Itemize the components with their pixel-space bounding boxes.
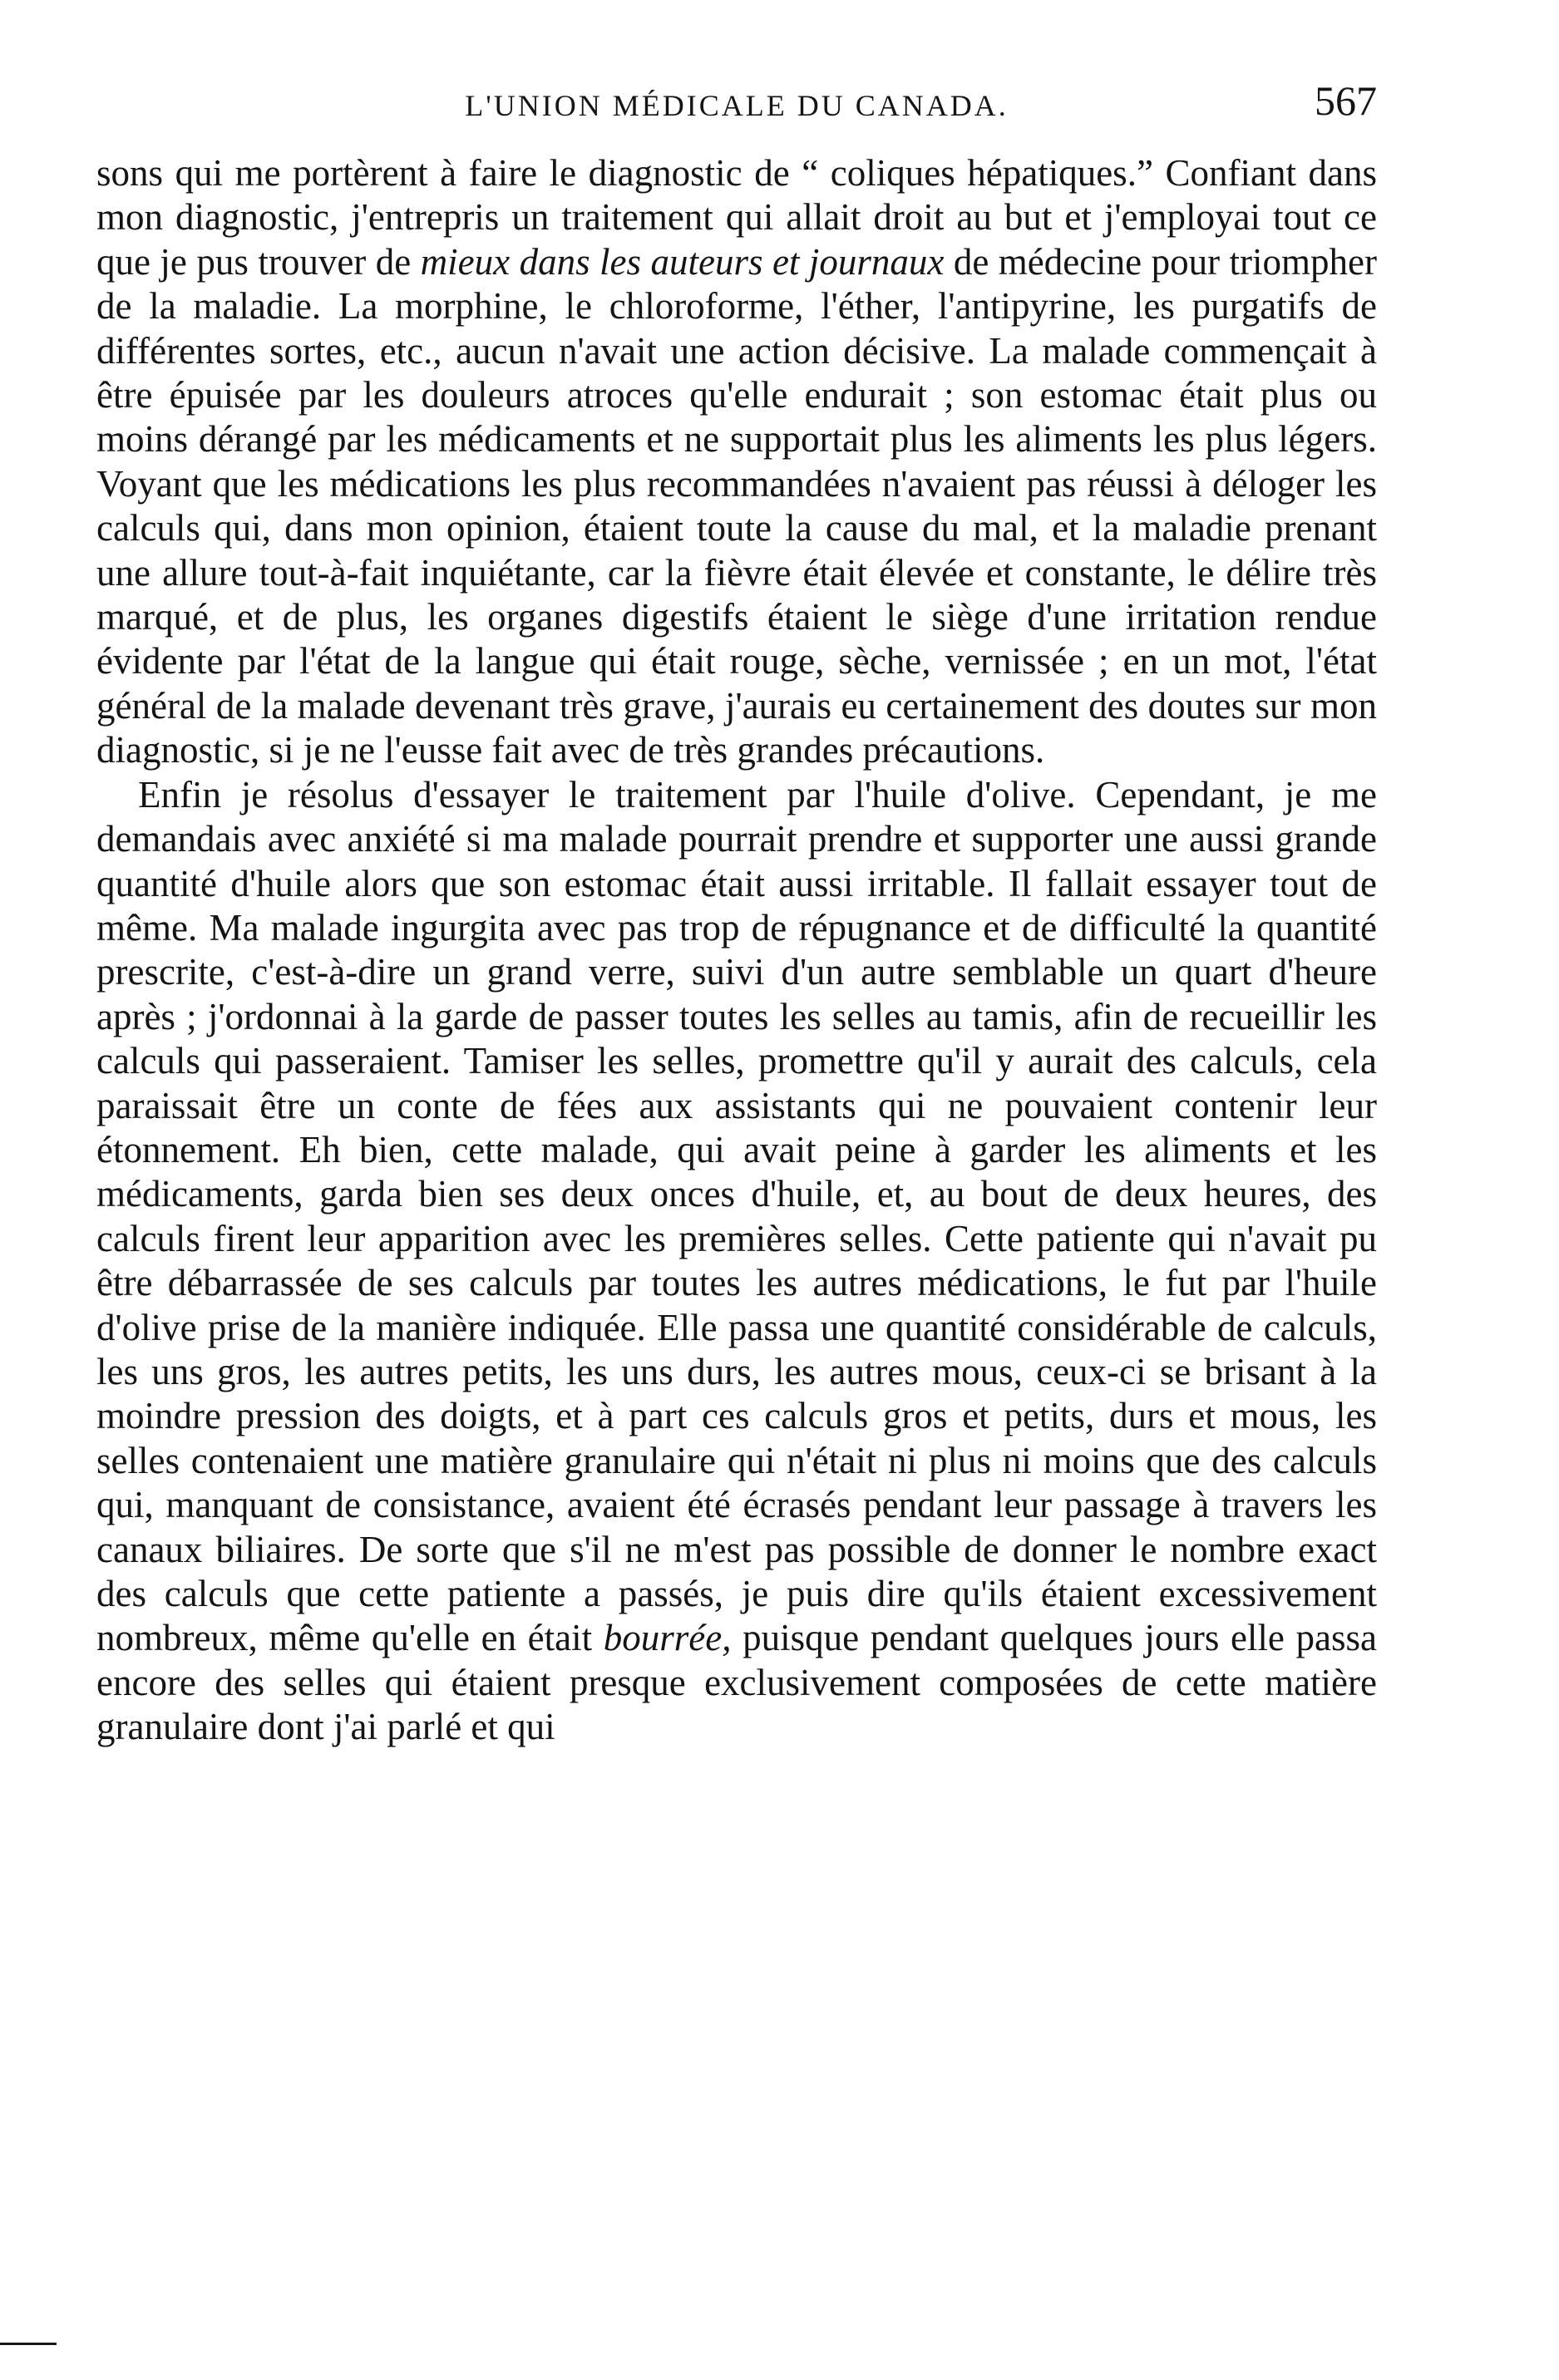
italic-text: mieux dans les auteurs et journaux xyxy=(420,240,945,283)
paragraph xyxy=(96,773,1377,1750)
text-segment: sons qui me portèrent à faire le diagnostic de “ coliques hépatiques.” Confiant dans mon diagnostic, j'entrepris un traitement qui allait droit au but et j'employai tout ce que je pus trouver de xyxy=(96,152,1377,283)
body-text xyxy=(96,151,1377,1750)
italic-text: bourrée, xyxy=(603,1617,732,1659)
text-segment: Enfin je résolus d'essayer le traitement par l'huile d'olive. Cependant, je me demandais avec anxiété si ma malade pourrait prendre et supporter une aussi grande quantité d'huile alors que son estomac était aussi irritable. Il fallait essayer tout de même. Ma malade ingurgita avec pas trop de répugnance et de difficulté la quantité prescrite, c'est-à-dire un grand verre, suivi d'un autre semblable un quart d'heure après ; j'ordonnai à la garde de passer toutes les selles au tamis, afin de recueillir les calculs qui passeraient. Tamiser les selles, promettre qu'il y aurait des calculs, cela paraissait être un conte de fées aux assistants qui ne pouvaient contenir leur étonnement. Eh bien, cette malade, qui avait peine à garder les aliments et les médicaments, garda bien ses deux onces d'huile, et, au bout de deux heures, des calculs firent leur apparition avec les premières selles. Cette patiente qui n'avait pu être débarrassée de ses calculs par toutes les autres médications, le fut par l'huile d'olive prise de la manière indiquée. Elle passa une quantité considérable de calculs, les uns gros, les autres petits, les uns durs, les autres mous, ceux-ci se brisant à la moindre pression des doigts, et à part ces calculs gros et petits, durs et mous, les selles contenaient une matière granulaire qui n'était ni plus ni moins que des calculs qui, manquant de consistance, avaient été écrasés pendant leur passage à travers les canaux biliaires. De sorte que s'il ne m'est pas possible de donner le nombre exact des calculs que cette patiente a passés, je puis dire qu'ils étaient excessivement nombreux, même qu'elle en était xyxy=(96,773,1377,1659)
text-segment: puisque pendant quelques jours elle passa encore des selles qui étaient presque exclusivement composées de cette matière granulaire dont j'ai parlé et qui xyxy=(96,1617,1377,1748)
page-header xyxy=(96,76,1377,135)
margin-rule xyxy=(0,2343,57,2345)
running-title: L'UNION MÉDICALE DU CANADA. xyxy=(465,89,1009,122)
text-segment: de médecine pour triompher de la maladie. La morphine, le chloroforme, l'éther, l'antipyrine, les purgatifs de différentes sortes, etc., aucun n'avait une action décisive. La malade commençait à être épuisée par les douleurs atroces qu'elle endurait ; son estomac était plus ou moins dérangé par les médicaments et ne supportait plus les aliments les plus légers. Voyant que les médications les plus recommandées n'avaient pas réussi à déloger les calculs qui, dans mon opinion, étaient toute la cause du mal, et la maladie prenant une allure tout-à-fait inquiétante, car la fièvre était élevée et constante, le délire très marqué, et de plus, les organes digestifs étaient le siège d'une irritation rendue évidente par l'état de la langue qui était rouge, sèche, vernissée ; en un mot, l'état général de la malade devenant très grave, j'aurais eu certainement des doutes sur mon diagnostic, si je ne l'eusse fait avec de très grandes précautions. xyxy=(96,240,1377,771)
paragraph xyxy=(96,151,1377,773)
page-number: 567 xyxy=(1315,77,1377,124)
